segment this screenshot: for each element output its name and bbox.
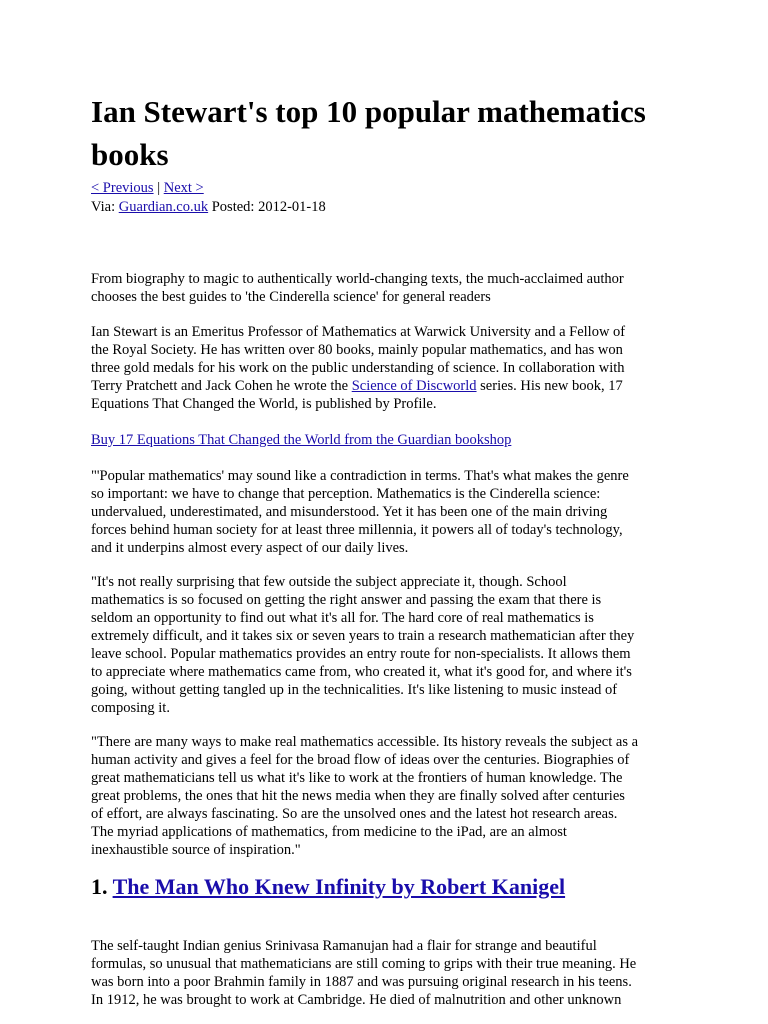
bio-line: the Royal Society. He has written over 80 books, mainly popular mathematics, and has won [91, 342, 623, 358]
page-title: Ian Stewart's top 10 popular mathematics books [91, 94, 646, 172]
quote2-line: seldom an opportunity to find out what it's all for. The hard core of real mathematics is [91, 610, 594, 626]
book-heading-1 [91, 873, 565, 901]
quote3-line: human activity and gives a feel for the broad flow of ideas over the centuries. Biographies of [91, 752, 630, 768]
posted-label: Posted: [208, 199, 259, 215]
quote-paragraph-1 [91, 467, 691, 557]
bio-line [91, 377, 691, 395]
bio-line: Equations That Changed the World, is published by Profile. [91, 396, 437, 412]
quote1-line: "'Popular mathematics' may sound like a contradiction in terms. That's what makes the genre [91, 468, 629, 484]
previous-link[interactable]: < Previous [91, 180, 154, 196]
quote1-line: undervalued, underestimated, and misunderstood. Yet it has been one of the main driving [91, 504, 608, 520]
bio-line: three gold medals for his work on the public understanding of science. In collaboration with [91, 360, 625, 376]
next-link[interactable]: Next > [163, 180, 204, 196]
quote2-line: composing it. [91, 700, 170, 716]
book1-line: The self-taught Indian genius Srinivasa Ramanujan had a flair for strange and beautiful [91, 938, 597, 954]
bio-line4-text-after: series. His new book, 17 [476, 378, 623, 394]
quote-paragraph-2 [91, 573, 691, 717]
posted-date: 2012-01-18 [258, 199, 326, 215]
quote2-line: extremely difficult, and it takes six or seven years to train a research mathematician after they [91, 628, 635, 644]
bio-line: Ian Stewart is an Emeritus Professor of Mathematics at Warwick University and a Fellow of [91, 324, 626, 340]
quote-paragraph-3 [91, 733, 691, 859]
quote3-line: "There are many ways to make real mathematics accessible. Its history reveals the subject as a [91, 734, 639, 750]
book1-line: formulas, so unusual that mathematicians are still coming to grips with their true meaning. He [91, 956, 637, 972]
quote1-line: forces behind human society for at least three millennia, it powers all of today's technology, [91, 522, 623, 538]
quote3-line: great problems, the ones that hit the news media when they are finally solved after centuries [91, 788, 625, 804]
via-label: Via: [91, 199, 119, 215]
book-number: 1. [91, 874, 113, 899]
intro-line: chooses the best guides to 'the Cinderella science' for general readers [91, 289, 491, 305]
quote3-line: great mathematicians tell us what it's like to work at the frontiers of human knowledge. The [91, 770, 623, 786]
source-link[interactable]: Guardian.co.uk [118, 199, 209, 215]
bio-line4-text: Terry Pratchett and Jack Cohen he wrote the [91, 378, 352, 394]
pagination-nav [91, 180, 204, 197]
quote2-line: mathematics is so focused on getting the right answer and passing the exam that there is [91, 592, 602, 608]
quote3-line: of effort, are always fascinating. So are the unsolved ones and the latest hot research areas. [91, 806, 618, 822]
source-line [91, 199, 326, 216]
quote3-line: inexhaustible source of inspiration." [91, 842, 301, 858]
nav-separator: | [153, 180, 164, 196]
book1-description [91, 937, 691, 1009]
quote1-line: so important: we have to change that perception. Mathematics is the Cinderella science: [91, 486, 601, 502]
intro-line: From biography to magic to authentically world-changing texts, the much-acclaimed author [91, 271, 624, 287]
science-of-discworld-link[interactable]: Science of Discworld [351, 378, 477, 394]
book1-line: In 1912, he was brought to work at Cambridge. He died of malnutrition and other unknown [91, 992, 622, 1008]
quote2-line: "It's not really surprising that few outside the subject appreciate it, though. School [91, 574, 567, 590]
quote2-line: leave school. Popular mathematics provides an entry route for non-specialists. It allows them [91, 646, 631, 662]
quote2-line: to appreciate where mathematics came from, who created it, what it's good for, and where it's [91, 664, 632, 680]
quote2-line: going, without getting tangled up in the technicalities. It's like listening to music instead of [91, 682, 618, 698]
buy-paragraph [91, 431, 691, 449]
bio-paragraph [91, 323, 691, 413]
quote1-line: and it underpins almost every aspect of our daily lives. [91, 540, 409, 556]
intro-paragraph [91, 270, 691, 306]
book-title-link[interactable]: The Man Who Knew Infinity by Robert Kanigel [112, 874, 566, 899]
book1-line: was born into a poor Brahmin family in 1887 and was pursuing original research in his teens. [91, 974, 632, 990]
buy-book-link[interactable]: Buy 17 Equations That Changed the World from the Guardian bookshop [91, 432, 512, 448]
quote3-line: The myriad applications of mathematics, from medicine to the iPad, are an almost [91, 824, 567, 840]
